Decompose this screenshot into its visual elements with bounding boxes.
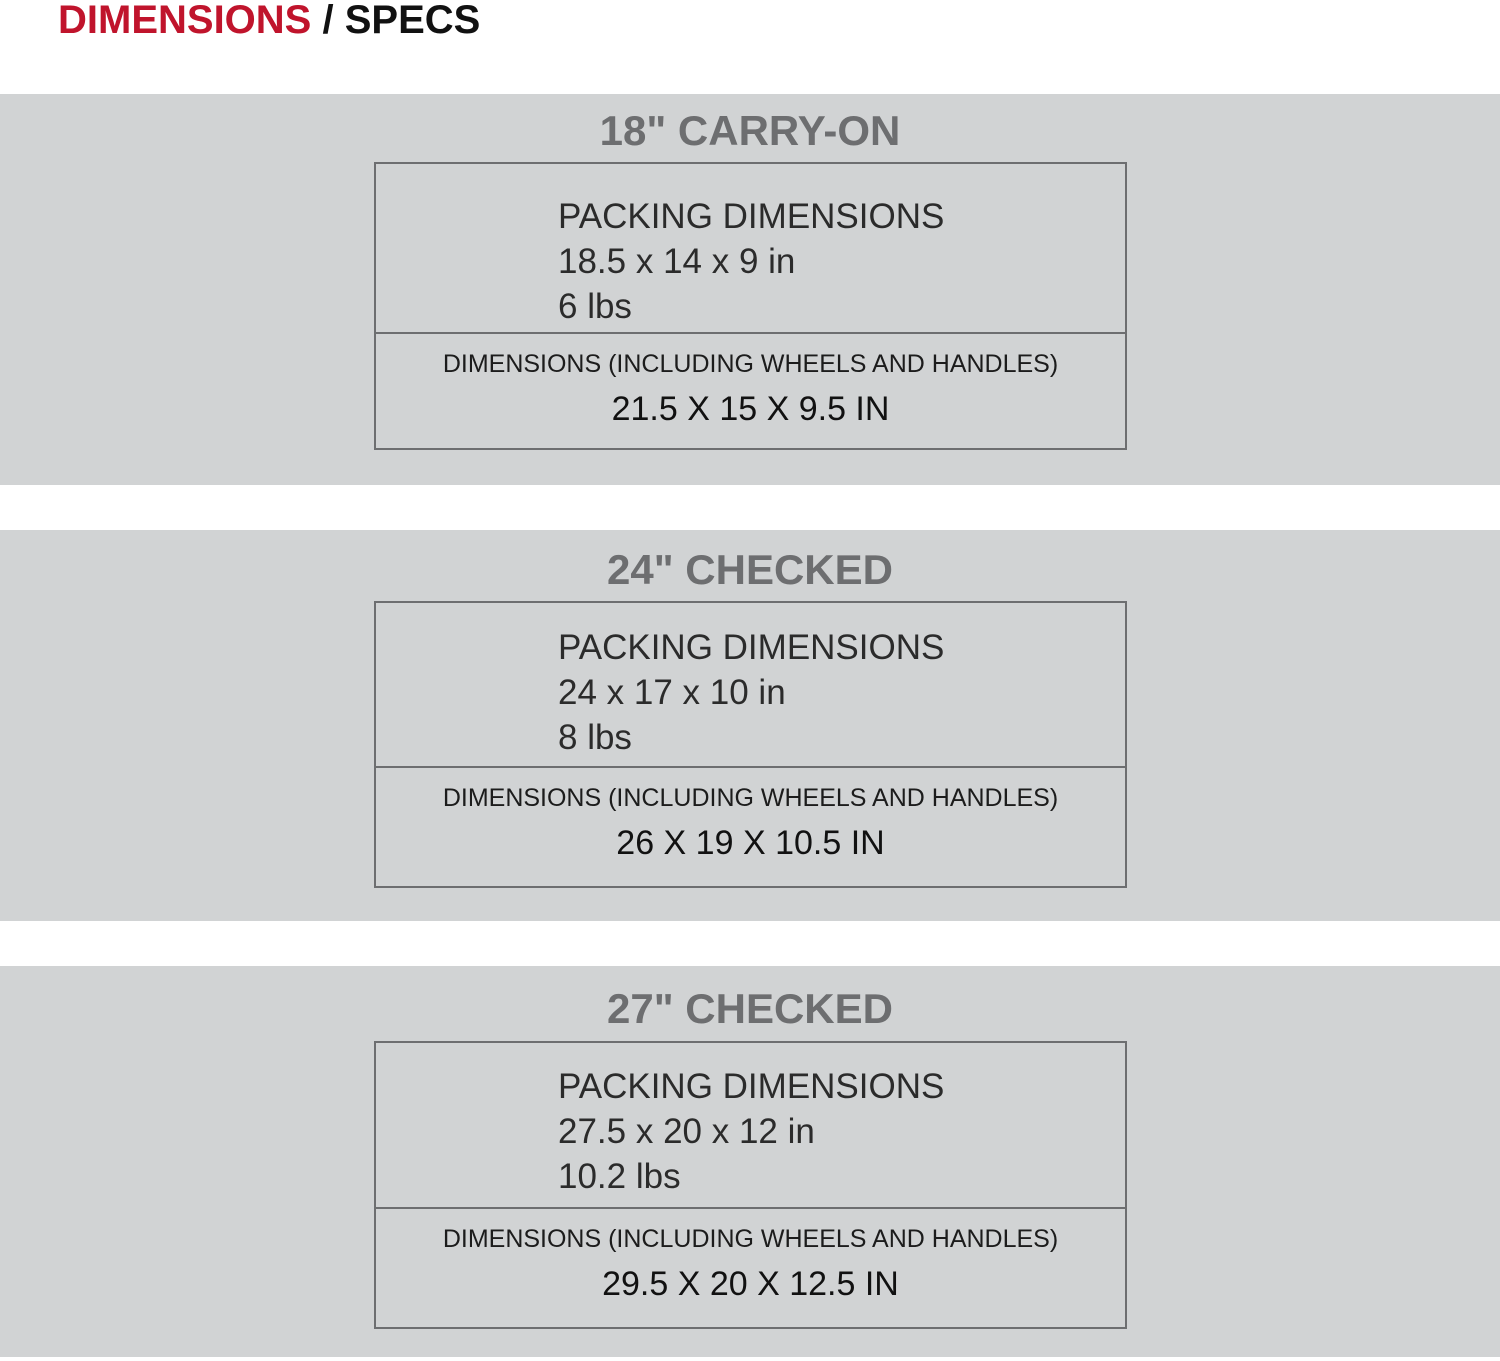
spec-section-27-checked [0,966,1500,1357]
title-separator: / [311,0,345,42]
packing-weight: 10.2 lbs [558,1157,681,1196]
spec-box [374,162,1127,450]
title-accent: DIMENSIONS [58,0,312,42]
full-dimensions-value: 26 X 19 X 10.5 IN [616,824,885,862]
packing-weight: 8 lbs [558,718,632,757]
spec-section-24-checked [0,530,1500,921]
full-dimensions-label: DIMENSIONS (INCLUDING WHEELS AND HANDLES) [442,784,1059,812]
packing-dimensions-panel [376,1043,1125,1209]
section-title: 27" CHECKED [607,985,893,1032]
full-dimensions-panel [376,1209,1125,1327]
packing-size: 24 x 17 x 10 in [558,673,786,712]
packing-dimensions-panel [376,164,1125,334]
section-title: 18" CARRY-ON [599,107,901,154]
full-dimensions-value: 21.5 X 15 X 9.5 IN [611,390,890,428]
full-dimensions-panel [376,334,1125,448]
packing-label: PACKING DIMENSIONS [558,197,945,236]
title-rest: SPECS [344,0,481,42]
full-dimensions-panel [376,768,1125,886]
full-dimensions-value: 29.5 X 20 X 12.5 IN [602,1265,899,1303]
packing-weight: 6 lbs [558,287,632,326]
page-title [58,0,480,46]
full-dimensions-label: DIMENSIONS (INCLUDING WHEELS AND HANDLES) [442,350,1059,378]
packing-size: 18.5 x 14 x 9 in [558,242,796,281]
packing-label: PACKING DIMENSIONS [558,1067,945,1106]
full-dimensions-label: DIMENSIONS (INCLUDING WHEELS AND HANDLES) [442,1225,1059,1253]
section-title: 24" CHECKED [607,546,893,593]
spec-box [374,1041,1127,1329]
packing-label: PACKING DIMENSIONS [558,628,945,667]
packing-size: 27.5 x 20 x 12 in [558,1112,815,1151]
spec-section-carry-on [0,94,1500,485]
spec-box [374,601,1127,888]
packing-dimensions-panel [376,603,1125,768]
